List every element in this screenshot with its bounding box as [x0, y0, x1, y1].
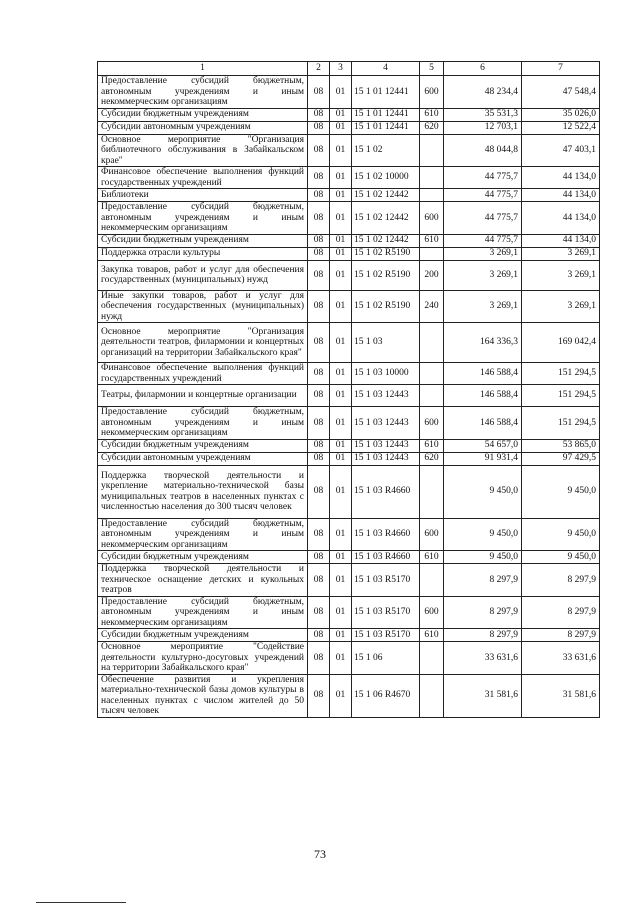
- row-name: Субсидии бюджетным учреждениям: [98, 108, 308, 121]
- row-amount-1: 9 450,0: [444, 551, 522, 564]
- row-expense-type: [420, 247, 444, 260]
- row-amount-1: 3 269,1: [444, 247, 522, 260]
- row-section: 08: [308, 518, 330, 551]
- row-amount-2: 151 294,5: [522, 363, 600, 385]
- table-row: [98, 189, 600, 202]
- table-row: [98, 108, 600, 121]
- row-subsection: 01: [330, 518, 352, 551]
- row-name: Предоставление субсидий бюджетным, автономным учреждениям и иным некоммерческим организациям: [98, 518, 308, 551]
- row-expense-type: [420, 465, 444, 518]
- table-row: [98, 551, 600, 564]
- row-target-article: 15 1 03 R4660: [352, 551, 420, 564]
- row-amount-2: 9 450,0: [522, 518, 600, 551]
- row-target-article: 15 1 02 10000: [352, 167, 420, 189]
- row-target-article: 15 1 03: [352, 323, 420, 363]
- row-target-article: 15 1 02 12442: [352, 189, 420, 202]
- table-row: [98, 596, 600, 629]
- row-expense-type: [420, 385, 444, 407]
- row-expense-type: 620: [420, 121, 444, 134]
- row-subsection: 01: [330, 134, 352, 167]
- row-name: Поддержка творческой деятельности и техническое оснащение детских и кукольных театров: [98, 564, 308, 597]
- table-row: [98, 167, 600, 189]
- row-expense-type: 600: [420, 518, 444, 551]
- row-name: Субсидии автономным учреждениям: [98, 452, 308, 465]
- row-amount-1: 8 297,9: [444, 596, 522, 629]
- row-name: Предоставление субсидий бюджетным, автономным учреждениям и иным некоммерческим организациям: [98, 202, 308, 235]
- row-target-article: 15 1 03 R5170: [352, 564, 420, 597]
- row-subsection: 01: [330, 76, 352, 109]
- row-target-article: 15 1 06: [352, 642, 420, 675]
- row-subsection: 01: [330, 674, 352, 717]
- row-target-article: 15 1 03 12443: [352, 452, 420, 465]
- row-amount-1: 12 703,1: [444, 121, 522, 134]
- row-section: 08: [308, 134, 330, 167]
- col-header-target-article: 4: [352, 62, 420, 76]
- row-subsection: 01: [330, 564, 352, 597]
- row-amount-2: 151 294,5: [522, 385, 600, 407]
- row-amount-2: 31 581,6: [522, 674, 600, 717]
- row-expense-type: 610: [420, 439, 444, 452]
- row-amount-1: 3 269,1: [444, 260, 522, 290]
- row-amount-2: 44 134,0: [522, 202, 600, 235]
- row-name: Предоставление субсидий бюджетным, автономным учреждениям и иным некоммерческим организациям: [98, 407, 308, 440]
- row-expense-type: 600: [420, 596, 444, 629]
- row-target-article: 15 1 01 12441: [352, 108, 420, 121]
- row-target-article: 15 1 03 R4660: [352, 518, 420, 551]
- table-row: [98, 260, 600, 290]
- row-subsection: 01: [330, 465, 352, 518]
- row-expense-type: [420, 134, 444, 167]
- row-section: 08: [308, 202, 330, 235]
- row-subsection: 01: [330, 167, 352, 189]
- row-amount-1: 44 775,7: [444, 167, 522, 189]
- row-amount-1: 146 588,4: [444, 385, 522, 407]
- row-section: 08: [308, 108, 330, 121]
- row-amount-2: 33 631,6: [522, 642, 600, 675]
- row-subsection: 01: [330, 407, 352, 440]
- row-name: Субсидии автономным учреждениям: [98, 121, 308, 134]
- row-amount-2: 53 865,0: [522, 439, 600, 452]
- row-name: Основное мероприятие "Организация деятельности театров, филармонии и концертных организаций на территории Забайкальского края": [98, 323, 308, 363]
- row-name: Субсидии бюджетным учреждениям: [98, 439, 308, 452]
- row-section: 08: [308, 247, 330, 260]
- row-amount-1: 44 775,7: [444, 202, 522, 235]
- budget-table: [97, 61, 600, 718]
- row-amount-1: 48 044,8: [444, 134, 522, 167]
- table-row: [98, 674, 600, 717]
- row-subsection: 01: [330, 596, 352, 629]
- row-target-article: 15 1 06 R4670: [352, 674, 420, 717]
- row-target-article: 15 1 02: [352, 134, 420, 167]
- row-subsection: 01: [330, 234, 352, 247]
- row-amount-2: 8 297,9: [522, 596, 600, 629]
- row-amount-1: 33 631,6: [444, 642, 522, 675]
- row-target-article: 15 1 03 R4660: [352, 465, 420, 518]
- row-amount-2: 8 297,9: [522, 564, 600, 597]
- row-amount-2: 151 294,5: [522, 407, 600, 440]
- row-section: 08: [308, 452, 330, 465]
- table-row: [98, 385, 600, 407]
- col-header-name: 1: [98, 62, 308, 76]
- row-section: 08: [308, 189, 330, 202]
- table-row: [98, 518, 600, 551]
- row-amount-1: 48 234,4: [444, 76, 522, 109]
- row-amount-1: 9 450,0: [444, 518, 522, 551]
- table-row: [98, 202, 600, 235]
- row-amount-1: 91 931,4: [444, 452, 522, 465]
- row-expense-type: 600: [420, 407, 444, 440]
- table-row: [98, 323, 600, 363]
- table-row: [98, 121, 600, 134]
- row-name: Основное мероприятие "Содействие деятельности культурно-досуговых учреждений на территории Забайкальского края": [98, 642, 308, 675]
- row-subsection: 01: [330, 121, 352, 134]
- page-number: 73: [314, 847, 326, 861]
- row-expense-type: 600: [420, 76, 444, 109]
- row-name: Предоставление субсидий бюджетным, автономным учреждениям и иным некоммерческим организациям: [98, 76, 308, 109]
- row-section: 08: [308, 290, 330, 323]
- row-amount-1: 35 531,3: [444, 108, 522, 121]
- row-amount-1: 3 269,1: [444, 290, 522, 323]
- row-expense-type: 200: [420, 260, 444, 290]
- row-amount-1: 146 588,4: [444, 407, 522, 440]
- row-section: 08: [308, 439, 330, 452]
- col-header-subsection: 3: [330, 62, 352, 76]
- table-row: [98, 564, 600, 597]
- row-amount-1: 164 336,3: [444, 323, 522, 363]
- row-subsection: 01: [330, 260, 352, 290]
- row-amount-2: 169 042,4: [522, 323, 600, 363]
- row-section: 08: [308, 407, 330, 440]
- row-amount-2: 44 134,0: [522, 234, 600, 247]
- row-name: Предоставление субсидий бюджетным, автономным учреждениям и иным некоммерческим организациям: [98, 596, 308, 629]
- row-expense-type: 610: [420, 629, 444, 642]
- table-row: [98, 363, 600, 385]
- table-row: [98, 234, 600, 247]
- row-target-article: 15 1 02 R5190: [352, 247, 420, 260]
- row-expense-type: [420, 189, 444, 202]
- header-row: [98, 62, 600, 76]
- col-header-amount-1: 6: [444, 62, 522, 76]
- row-section: 08: [308, 76, 330, 109]
- row-section: 08: [308, 564, 330, 597]
- table-row: [98, 629, 600, 642]
- row-section: 08: [308, 551, 330, 564]
- row-amount-2: 47 548,4: [522, 76, 600, 109]
- row-target-article: 15 1 03 R5170: [352, 596, 420, 629]
- col-header-amount-2: 7: [522, 62, 600, 76]
- table-row: [98, 452, 600, 465]
- table-row: [98, 290, 600, 323]
- row-amount-2: 9 450,0: [522, 465, 600, 518]
- row-subsection: 01: [330, 323, 352, 363]
- row-amount-2: 47 403,1: [522, 134, 600, 167]
- table-row: [98, 134, 600, 167]
- row-target-article: 15 1 02 12442: [352, 234, 420, 247]
- row-name: Субсидии бюджетным учреждениям: [98, 629, 308, 642]
- table-row: [98, 439, 600, 452]
- row-name: Библиотеки: [98, 189, 308, 202]
- row-subsection: 01: [330, 629, 352, 642]
- row-amount-2: 3 269,1: [522, 260, 600, 290]
- row-name: Субсидии бюджетным учреждениям: [98, 234, 308, 247]
- row-amount-2: 44 134,0: [522, 167, 600, 189]
- row-target-article: 15 1 03 10000: [352, 363, 420, 385]
- row-subsection: 01: [330, 202, 352, 235]
- footnote-divider: [36, 902, 126, 903]
- row-expense-type: [420, 363, 444, 385]
- row-expense-type: 600: [420, 202, 444, 235]
- row-expense-type: 610: [420, 551, 444, 564]
- row-section: 08: [308, 465, 330, 518]
- row-name: Финансовое обеспечение выполнения функций государственных учреждений: [98, 167, 308, 189]
- row-name: Обеспечение развития и укрепления материально-технической базы домов культуры в населенных пунктах с числом жителей до 50 тысяч человек: [98, 674, 308, 717]
- row-amount-1: 8 297,9: [444, 564, 522, 597]
- row-amount-2: 9 450,0: [522, 551, 600, 564]
- table-row: [98, 407, 600, 440]
- row-amount-2: 44 134,0: [522, 189, 600, 202]
- row-name: Финансовое обеспечение выполнения функций государственных учреждений: [98, 363, 308, 385]
- row-expense-type: [420, 674, 444, 717]
- row-section: 08: [308, 363, 330, 385]
- row-subsection: 01: [330, 290, 352, 323]
- row-amount-2: 97 429,5: [522, 452, 600, 465]
- row-section: 08: [308, 596, 330, 629]
- row-subsection: 01: [330, 108, 352, 121]
- row-expense-type: 620: [420, 452, 444, 465]
- row-subsection: 01: [330, 247, 352, 260]
- row-section: 08: [308, 385, 330, 407]
- row-name: Закупка товаров, работ и услуг для обеспечения государственных (муниципальных) нужд: [98, 260, 308, 290]
- row-subsection: 01: [330, 189, 352, 202]
- row-amount-1: 44 775,7: [444, 234, 522, 247]
- row-subsection: 01: [330, 452, 352, 465]
- row-expense-type: [420, 323, 444, 363]
- row-target-article: 15 1 02 R5190: [352, 290, 420, 323]
- row-expense-type: 610: [420, 108, 444, 121]
- row-name: Поддержка отрасли культуры: [98, 247, 308, 260]
- table-row: [98, 465, 600, 518]
- row-amount-2: 12 522,4: [522, 121, 600, 134]
- row-subsection: 01: [330, 385, 352, 407]
- row-subsection: 01: [330, 439, 352, 452]
- row-amount-2: 35 026,0: [522, 108, 600, 121]
- row-amount-1: 146 588,4: [444, 363, 522, 385]
- row-target-article: 15 1 01 12441: [352, 76, 420, 109]
- row-name: Иные закупки товаров, работ и услуг для обеспечения государственных (муниципальных) нужд: [98, 290, 308, 323]
- row-expense-type: [420, 167, 444, 189]
- table-row: [98, 642, 600, 675]
- col-header-expense-type: 5: [420, 62, 444, 76]
- row-target-article: 15 1 01 12441: [352, 121, 420, 134]
- row-name: Субсидии бюджетным учреждениям: [98, 551, 308, 564]
- row-section: 08: [308, 167, 330, 189]
- row-section: 08: [308, 629, 330, 642]
- row-subsection: 01: [330, 551, 352, 564]
- row-section: 08: [308, 234, 330, 247]
- row-subsection: 01: [330, 363, 352, 385]
- row-subsection: 01: [330, 642, 352, 675]
- row-section: 08: [308, 323, 330, 363]
- row-target-article: 15 1 03 12443: [352, 385, 420, 407]
- table-row: [98, 247, 600, 260]
- row-target-article: 15 1 03 12443: [352, 407, 420, 440]
- row-expense-type: 240: [420, 290, 444, 323]
- row-expense-type: [420, 642, 444, 675]
- row-section: 08: [308, 674, 330, 717]
- row-amount-1: 8 297,9: [444, 629, 522, 642]
- row-name: Поддержка творческой деятельности и укрепление материально-технической базы муниципальных театров в населенных пунктах с численностью населения до 300 тысяч человек: [98, 465, 308, 518]
- row-target-article: 15 1 03 12443: [352, 439, 420, 452]
- row-name: Театры, филармонии и концертные организации: [98, 385, 308, 407]
- row-section: 08: [308, 260, 330, 290]
- table-row: [98, 76, 600, 109]
- row-amount-1: 44 775,7: [444, 189, 522, 202]
- row-name: Основное мероприятие "Организация библиотечного обслуживания в Забайкальском крае": [98, 134, 308, 167]
- row-target-article: 15 1 03 R5170: [352, 629, 420, 642]
- row-amount-2: 3 269,1: [522, 290, 600, 323]
- row-amount-2: 8 297,9: [522, 629, 600, 642]
- row-target-article: 15 1 02 R5190: [352, 260, 420, 290]
- col-header-section: 2: [308, 62, 330, 76]
- row-expense-type: 610: [420, 234, 444, 247]
- row-target-article: 15 1 02 12442: [352, 202, 420, 235]
- row-amount-1: 31 581,6: [444, 674, 522, 717]
- row-amount-1: 9 450,0: [444, 465, 522, 518]
- row-amount-2: 3 269,1: [522, 247, 600, 260]
- row-section: 08: [308, 642, 330, 675]
- row-section: 08: [308, 121, 330, 134]
- row-amount-1: 54 657,0: [444, 439, 522, 452]
- row-expense-type: [420, 564, 444, 597]
